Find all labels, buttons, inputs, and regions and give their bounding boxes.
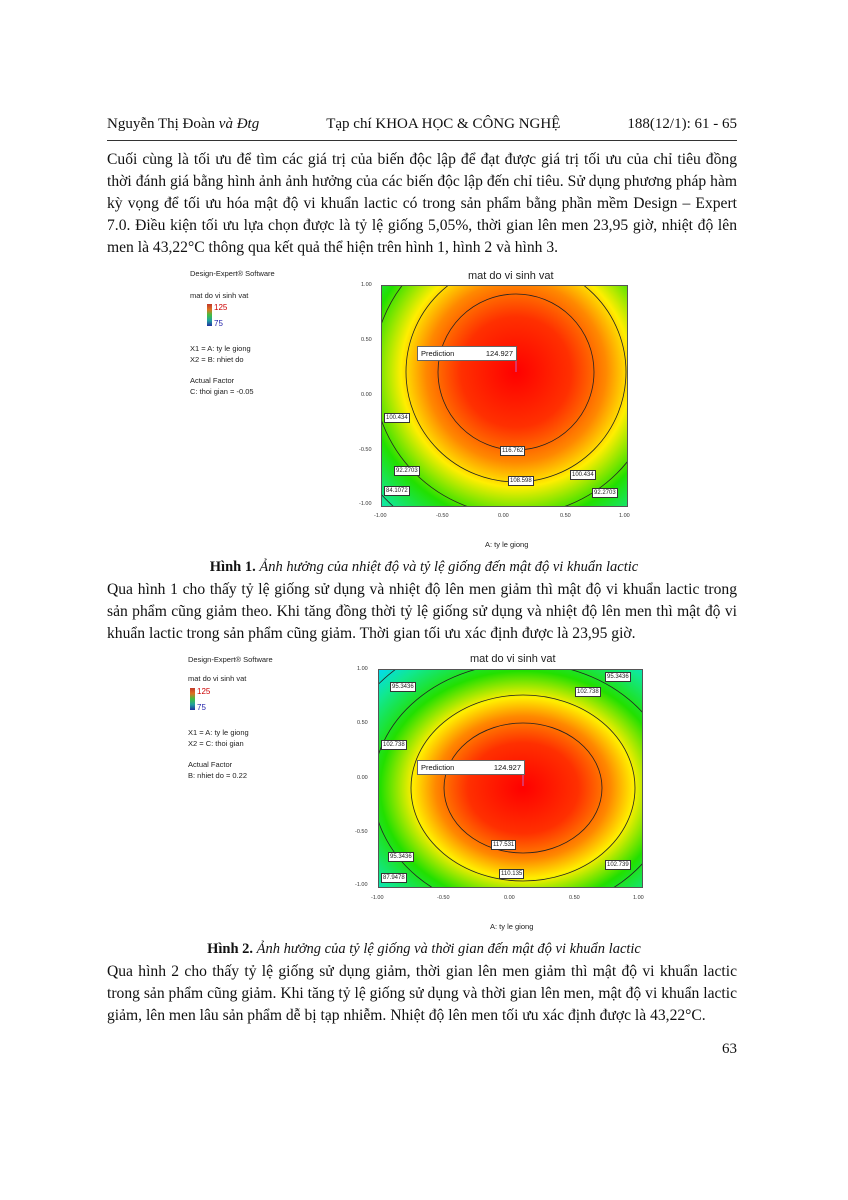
fig1-response: mat do vi sinh vat [190,291,249,300]
contour-label: 87.9478 [383,875,405,881]
fig2-x1: X1 = A: ty le giong [188,728,249,737]
contour-label: 102.738 [383,742,405,748]
x-tick: -0.50 [437,895,450,901]
fig2-response: mat do vi sinh vat [188,674,247,683]
header-authors: Nguyễn Thị Đoàn và Đtg [107,116,260,132]
fig1-contour-plot [381,285,628,507]
x-tick: 1.00 [633,895,644,901]
fig2-software: Design-Expert® Software [188,655,273,664]
contour-label: 92.2703 [594,490,616,496]
prediction-label: Prediction [421,763,455,772]
fig1-software: Design-Expert® Software [190,269,275,278]
contour-label: 110.135 [501,871,523,877]
figure-2-caption: Hình 2. Ảnh hưởng của tỷ lệ giống và thời gian đến mật độ vi khuẩn lactic [207,941,641,957]
y-tick: 0.50 [357,720,368,726]
y-tick: -1.00 [359,501,372,507]
contour-label: 92.2703 [396,468,418,474]
paragraph-2: Qua hình 1 cho thấy tỷ lệ giống sử dụng và nhiệt độ lên men giảm thì mật độ vi khuẩn lactic trong sản phẩm cũng giảm theo. Khi tăng đồng thời tỷ lệ giống sử dụng và nhiệt độ lên men thì mật độ vi khuẩn lactic trong sản phẩm cũng giảm. Thời gian tối ưu xác định được là 23,95 giờ. [107,581,737,642]
running-header [107,116,737,133]
fig2-legend-max: 125 [197,687,211,696]
fig1-x2: X2 = B: nhiet do [190,355,244,364]
fig2-x2: X2 = C: thoi gian [188,739,244,748]
figure-1-caption: Hình 1. Ảnh hưởng của nhiệt độ và tỷ lệ giống đến mật độ vi khuẩn lactic [209,559,639,575]
x-tick: 0.50 [569,895,580,901]
fig1-legend-max: 125 [214,303,228,312]
header-rule [107,140,737,141]
contour-label: 95.3436 [392,684,414,690]
fig2-xlabel: A: ty le giong [490,922,534,931]
figure-1-wrapper [0,263,848,557]
y-tick: 0.00 [357,775,368,781]
x-tick: 1.00 [619,513,630,519]
paragraph-1: Cuối cùng là tối ưu để tìm các giá trị của biến độc lập để đạt được giá trị tối ưu của chỉ tiêu đồng thời đánh giá bằng hình ảnh ảnh hưởng của các biến độc lập đến chỉ tiêu. Sử dụng phương pháp hàm kỳ vọng để tối ưu hóa mật độ vi khuẩn lactic có trong sản phẩm bằng phần mềm Design – Expert 7.0. Điều kiện tối ưu lựa chọn được là tỷ lệ giống 5,05%, thời gian lên men 23,95 giờ, nhiệt độ lên men là 43,22°C thông qua kết quả thể hiện trên hình 1, hình 2 và hình 3. [107,151,737,256]
contour-label: 84.1072 [386,488,408,494]
contour-label: 95.3436 [390,854,412,860]
fig1-actual-factor: C: thoi gian = -0.05 [190,387,254,396]
header-journal: Tạp chí KHOA HỌC & CÔNG NGHỆ [326,116,561,132]
page-number: 63 [722,1041,737,1057]
fig2-contour-plot [378,669,643,888]
contour-label: 100.434 [386,415,408,421]
y-tick: 0.00 [361,392,372,398]
x-tick: -1.00 [374,513,387,519]
fig1-x1: X1 = A: ty le giong [190,344,251,353]
y-tick: 1.00 [357,666,368,672]
fig1-xlabel: A: ty le giong [485,540,529,549]
contour-label: 102.738 [577,689,599,695]
fig1-legend-min: 75 [214,319,223,328]
x-tick: 0.00 [504,895,515,901]
prediction-value: 124.927 [485,349,513,358]
y-tick: -0.50 [359,447,372,453]
y-tick: -1.00 [355,882,368,888]
fig2-actual-factor-label: Actual Factor [188,760,233,769]
fig2-contour-svg [379,670,642,887]
contour-label: 116.762 [502,448,524,454]
x-tick: 0.00 [498,513,509,519]
header-issue: 188(12/1): 61 - 65 [627,116,737,132]
x-tick: -0.50 [436,513,449,519]
contour-label: 102.739 [607,862,629,868]
fig1-title: mat do vi sinh vat [468,270,554,282]
fig2-prediction-box [417,760,525,775]
fig1-actual-factor-label: Actual Factor [190,376,235,385]
contour-label: 95.3436 [607,674,629,680]
fig1-color-legend [207,304,212,326]
y-tick: 0.50 [361,337,372,343]
contour-label: 117.531 [493,842,515,848]
fig2-legend-min: 75 [197,703,206,712]
figure-2-wrapper [0,649,848,939]
fig2-color-legend [190,688,195,710]
x-tick: 0.50 [560,513,571,519]
y-tick: -0.50 [355,829,368,835]
y-tick: 1.00 [361,282,372,288]
page-body [107,149,737,1058]
fig2-surface [379,670,642,887]
contour-label: 108.598 [510,478,532,484]
paragraph-3: Qua hình 2 cho thấy tỷ lệ giống sử dụng giảm, thời gian lên men giảm thì mật độ vi khuẩn lactic trong sản phẩm cũng giảm. Khi tăng tỷ lệ giống sử dụng và thời gian lên men, mật độ vi khuẩn lactic giảm, lên men lâu sản phẩm dễ bị tạp nhiễm. Nhiệt độ lên men tối ưu xác định được là 43,22°C. [107,963,737,1024]
fig1-prediction-box [417,346,517,361]
contour-label: 100.434 [572,472,594,478]
x-tick: -1.00 [371,895,384,901]
fig2-actual-factor: B: nhiet do = 0.22 [188,771,248,780]
prediction-value: 124.927 [493,763,521,772]
prediction-label: Prediction [421,349,455,358]
fig2-title: mat do vi sinh vat [470,653,556,665]
